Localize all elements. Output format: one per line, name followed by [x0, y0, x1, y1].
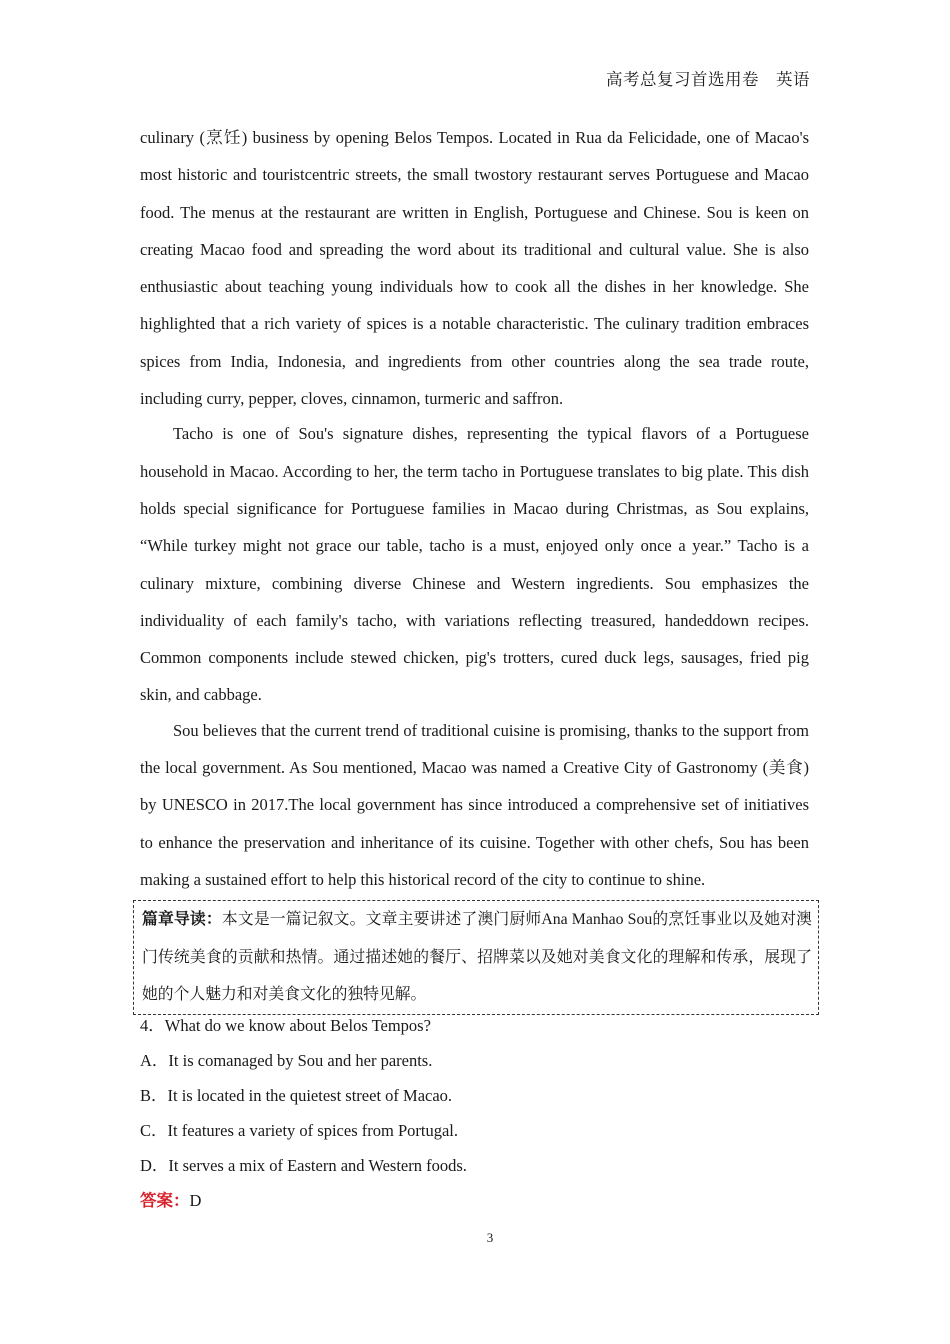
- question-stem: 4．What do we know about Belos Tempos?: [140, 1016, 431, 1035]
- option-c: C．It features a variety of spices from Portugal.: [140, 1121, 458, 1140]
- reading-guide-box: [133, 900, 819, 1015]
- article-paragraph-1: culinary (烹饪) business by opening Belos Tempos. Located in Rua da Felicidade, one of Macao's most historic and touristcentric streets, the small twostory restaurant serves Portuguese and Macao food. The menus at the restaurant are written in English, Portuguese and Chinese. Sou is keen on creating Macao food and spreading the word about its traditional and cultural value. She is also enthusiastic about teaching young individuals how to cook all the dishes in her knowledge. She highlighted that a rich variety of spices is a notable characteristic. The culinary tradition embraces spices from India, Indonesia, and ingredients from other countries along the sea trade route, including curry, pepper, cloves, cinnamon, turmeric and saffron.: [140, 128, 809, 409]
- option-a: A．It is comanaged by Sou and her parents.: [140, 1051, 433, 1070]
- page-number: 3: [486, 1230, 494, 1245]
- answer-label: 答案：: [140, 1191, 190, 1210]
- article-body: [140, 119, 809, 898]
- answer-line: [140, 1189, 809, 1213]
- option-b: B．It is located in the quietest street of Macao.: [140, 1086, 453, 1105]
- article-paragraph-3: Sou believes that the current trend of traditional cuisine is promising, thanks to the support from the local government. As Sou mentioned, Macao was named a Creative City of Gastronomy (美食) by UNESCO in 2017.The local government has since introduced a comprehensive set of initiatives to enhance the preservation and inheritance of its cuisine. Together with other chefs, Sou has been making a sustained effort to help this historical record of the city to continue to shine.: [140, 720, 809, 889]
- answer-value: D: [189, 1191, 202, 1210]
- article-paragraph-2: Tacho is one of Sou's signature dishes, representing the typical flavors of a Portuguese household in Macao. According to her, the term tacho in Portuguese translates to big plate. This dish holds special significance for Portuguese families in Macao during Christmas, as Sou explains, “While turkey might not grace our table, tacho is a must, enjoyed only once a year.” Tacho is a culinary mixture, combining diverse Chinese and Western ingredients. Sou emphasizes the individuality of each family's tacho, with variations reflecting treasured, handeddown recipes. Common components include stewed chicken, pig's trotters, cured duck legs, sausages, fried pig skin, and cabbage.: [140, 424, 809, 705]
- reading-guide-text: 本文是一篇记叙文。文章主要讲述了澳门厨师Ana Manhao Sou的烹饪事业以及她对澳门传统美食的贡献和热情。通过描述她的餐厅、招牌菜以及她对美食文化的理解和传承，展现了她的个人魅力和对美食文化的独特见解。: [142, 911, 812, 1003]
- reading-guide-label: 篇章导读：: [142, 911, 222, 928]
- page-header: 高考总复习首选用卷 英语: [606, 70, 810, 89]
- option-d: D．It serves a mix of Eastern and Western foods.: [140, 1156, 467, 1175]
